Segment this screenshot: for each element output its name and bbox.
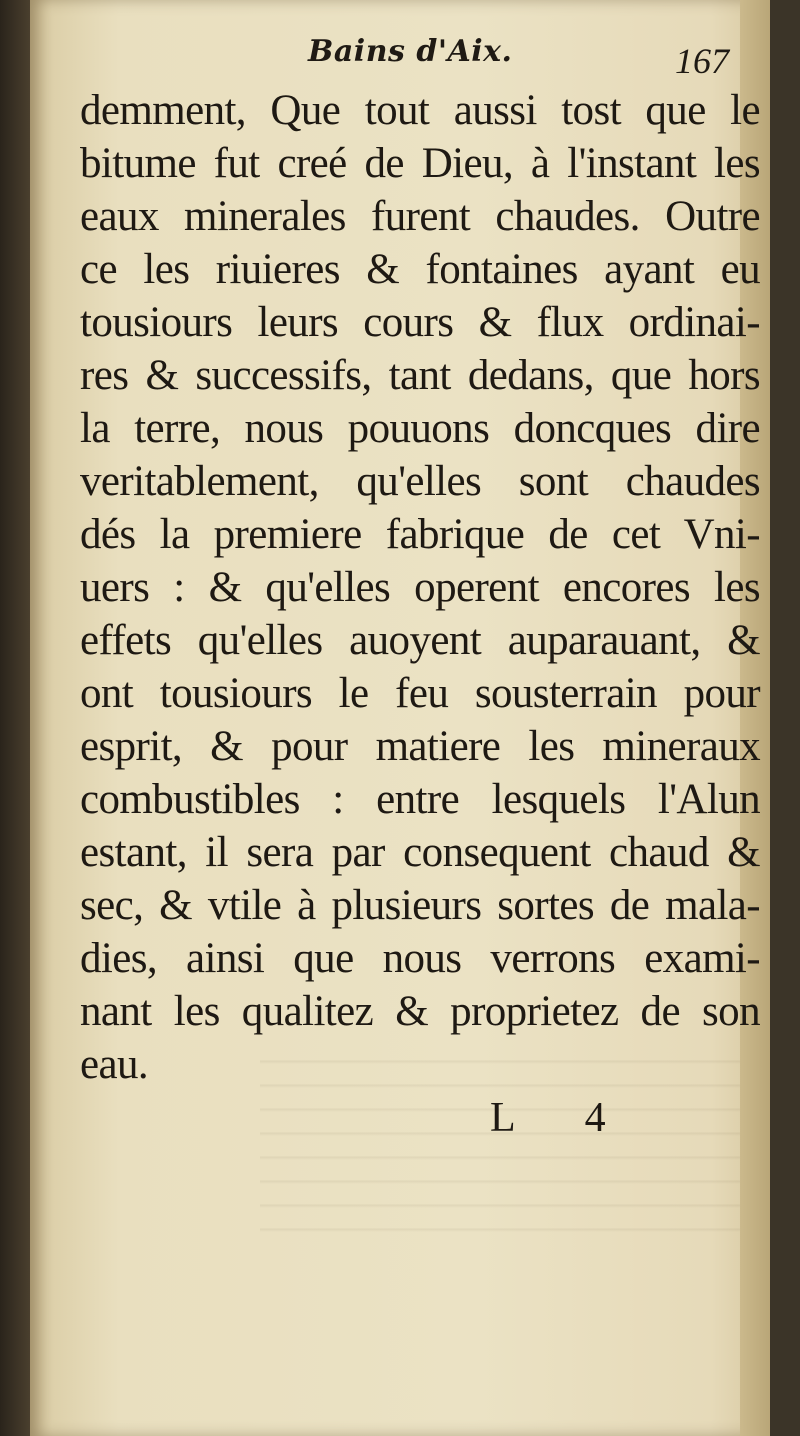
- body-text: [80, 84, 760, 1091]
- text-line: dés la premiere fabrique de cet Vni-: [80, 511, 760, 558]
- text-line: eau.: [80, 1041, 149, 1088]
- text-line: combustibles : entre lesquels l'Alun: [80, 776, 760, 823]
- text-line: effets qu'elles auoyent auparauant, &: [80, 617, 760, 664]
- text-line: sec, & vtile à plusieurs sortes de mala-: [80, 882, 760, 929]
- text-line: bitume fut creé de Dieu, à l'instant les: [80, 140, 760, 187]
- text-line: veritablement, qu'elles sont chaudes: [80, 458, 760, 505]
- signature-mark: L 4: [490, 1095, 636, 1141]
- text-line: eaux minerales furent chaudes. Outre: [80, 193, 760, 240]
- page-number: 167: [675, 41, 729, 81]
- text-line: tousiours leurs cours & flux ordinai-: [80, 299, 760, 346]
- text-line: esprit, & pour matiere les mineraux: [80, 723, 760, 770]
- text-line: la terre, nous pouuons doncques dire: [80, 405, 760, 452]
- text-line: demment, Que tout aussi tost que le: [80, 87, 760, 134]
- binding-shadow: [0, 0, 30, 1436]
- text-line: ont tousiours le feu sousterrain pour: [80, 670, 760, 717]
- text-line: ce les riuieres & fontaines ayant eu: [80, 246, 760, 293]
- text-line: dies, ainsi que nous verrons exami-: [80, 935, 760, 982]
- text-line: nant les qualitez & proprietez de son: [80, 988, 760, 1035]
- book-page: [30, 0, 770, 1436]
- running-head-title: Bains d'Aix.: [308, 34, 513, 69]
- text-line: estant, il sera par consequent chaud &: [80, 829, 760, 876]
- text-line: res & successifs, tant dedans, que hors: [80, 352, 760, 399]
- text-line: uers : & qu'elles operent encores les: [80, 564, 760, 611]
